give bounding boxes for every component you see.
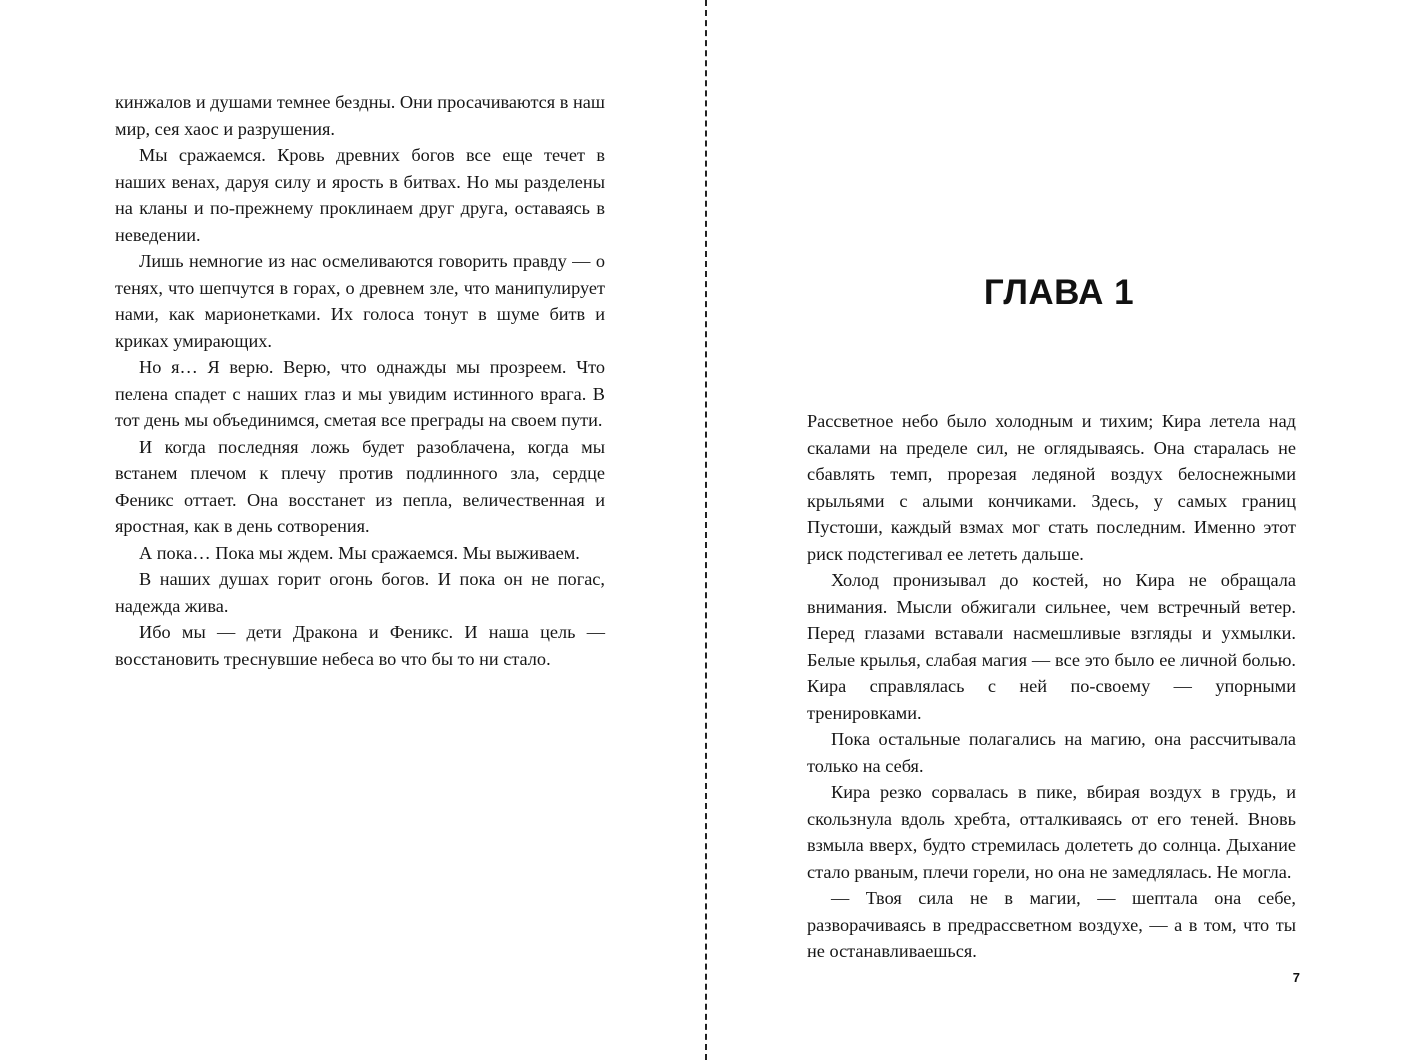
paragraph: Холод пронизывал до костей, но Кира не обращала внимания. Мысли обжигали сильнее, чем встречный ветер. Перед глазами вставали насмешливые взгляды и ухмылки. Белые крылья, слабая магия — все это было ее личной болью. Кира справлялась с ней по-своему — упорными тренировками. — [807, 570, 1296, 723]
right-page-text — [807, 408, 1296, 965]
paragraph: Кира резко сорвалась в пике, вбирая воздух в грудь, и скользнула вдоль хребта, отталкиваясь от его теней. Вновь взмыла вверх, будто стремилась долететь до солнца. Дыхание стало рваным, плечи горели, но она не замедлялась. Не могла. — [807, 782, 1296, 882]
paragraph: Мы сражаемся. Кровь древних богов все еще течет в наших венах, даруя силу и ярость в битвах. Но мы разделены на кланы и по-прежнему проклинаем друг друга, оставаясь в неведении. — [115, 145, 605, 245]
right-page — [708, 0, 1410, 1060]
page-fold-divider — [705, 0, 707, 1060]
paragraph: И когда последняя ложь будет разоблачена, когда мы встанем плечом к плечу против подлинного зла, сердце Феникс оттает. Она восстанет из пепла, величественная и яростная, как в день сотворения. — [115, 436, 605, 536]
paragraph: Но я… Я верю. Верю, что однажды мы прозреем. Что пелена спадет с наших глаз и мы увидим истинного врага. В тот день мы объединимся, сметая все преграды на своем пути. — [115, 357, 605, 430]
paragraph: Рассветное небо было холодным и тихим; Кира летела над скалами на пределе сил, не оглядываясь. Она старалась не сбавлять темп, прорезая ледяной воздух белоснежными крыльями с алыми кончиками. Здесь, у самых границ Пустоши, каждый взмах мог стать последним. Именно этот риск подстегивал ее лететь дальше. — [807, 411, 1296, 564]
paragraph: кинжалов и душами темнее бездны. Они просачиваются в наш мир, сея хаос и разрушения. — [115, 92, 605, 139]
paragraph: Лишь немногие из нас осмеливаются говорить правду — о тенях, что шепчутся в горах, о древнем зле, что манипулирует нами, как марионетками. Их голоса тонут в шуме битв и криках умирающих. — [115, 251, 605, 351]
paragraph: Ибо мы — дети Дракона и Феникс. И наша цель — восстановить треснувшие небеса во что бы то ни стало. — [115, 622, 605, 669]
page-number: 7 — [1292, 970, 1300, 985]
paragraph: А пока… Пока мы ждем. Мы сражаемся. Мы выживаем. — [139, 542, 580, 563]
paragraph: В наших душах горит огонь богов. И пока он не погас, надежда жива. — [115, 569, 605, 616]
paragraph: — Твоя сила не в магии, — шептала она себе, разворачиваясь в предрассветном воздухе, — а в том, что ты не останавливаешься. — [807, 888, 1296, 961]
left-page-text — [115, 89, 605, 672]
paragraph: Пока остальные полагались на магию, она рассчитывала только на себя. — [807, 729, 1296, 776]
chapter-title: ГЛАВА 1 — [983, 273, 1135, 312]
